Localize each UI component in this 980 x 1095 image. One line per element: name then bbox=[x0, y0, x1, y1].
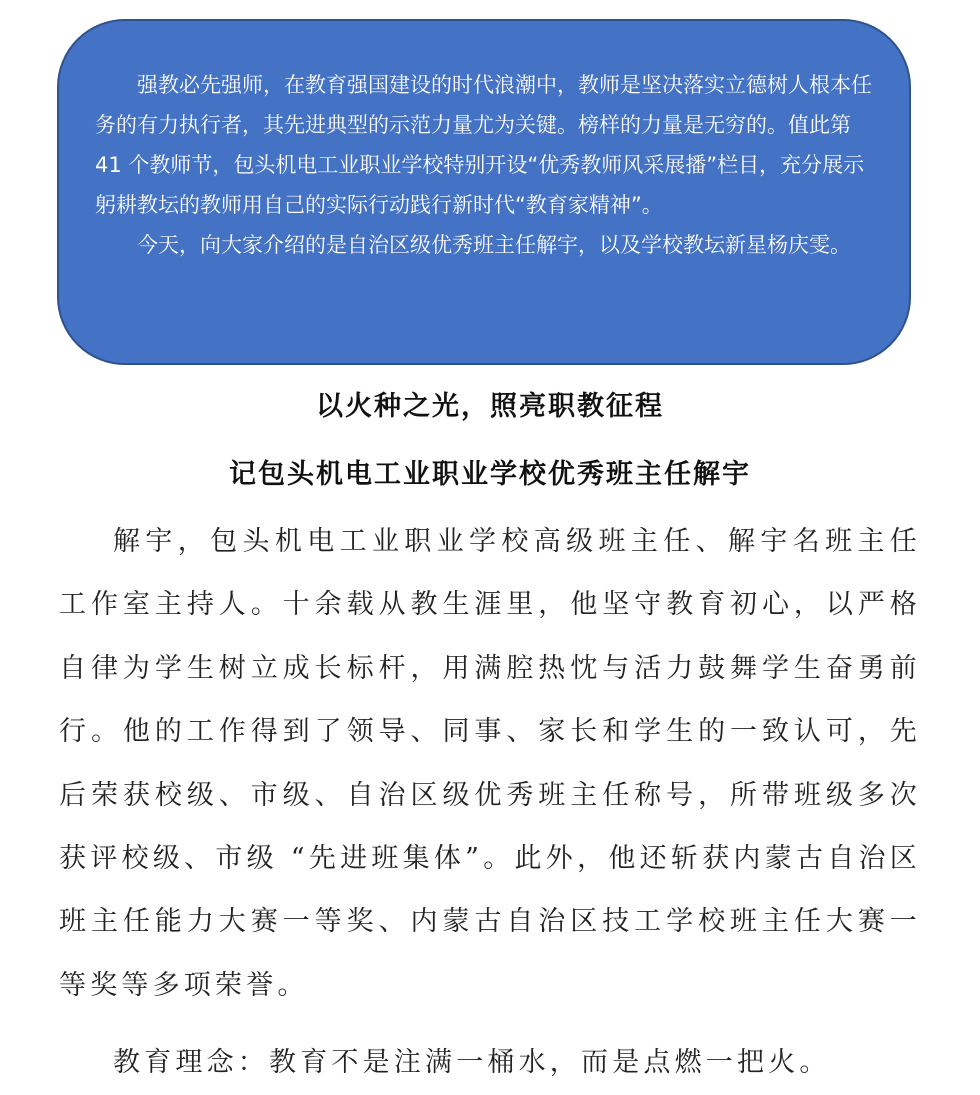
article-body bbox=[59, 510, 921, 1095]
intro-paragraph: 今天，向大家介绍的是自治区级优秀班主任解宇，以及学校教坛新星杨庆雯。 bbox=[137, 233, 851, 257]
education-philosophy: 教育理念：教育不是注满一桶水，而是点燃一把火。 bbox=[113, 1047, 831, 1079]
article-title: 以火种之光，照亮职教征程 bbox=[316, 391, 664, 422]
intro-callout-box bbox=[57, 19, 911, 365]
intro-paragraph: 强教必先强师，在教育强国建设的时代浪潮中，教师是坚决落实立德树人根本任务的有力执行者，其先进典型的示范力量尤为关键。榜样的力量是无穷的。值此第 41 个教师节，包头机电工业职业学校特别开设“优秀教师风采展播”栏目，充分展示躬耕教坛的教师用自己的实际行动践行新时代“教育家精神”。 bbox=[95, 73, 872, 217]
article-subtitle: 记包头机电工业职业学校优秀班主任解宇 bbox=[229, 459, 751, 490]
article-paragraph: 解宇，包头机电工业职业学校高级班主任、解宇名班主任工作室主持人。十余载从教生涯里，他坚守教育初心，以严格自律为学生树立成长标杆，用满腔热忱与活力鼓舞学生奋勇前行。他的工作得到了领导、同事、家长和学生的一致认可，先后荣获校级、市级、自治区级优秀班主任称号，所带班级多次获评校级、市级 “先进班集体”。此外，他还斩获内蒙古自治区班主任能力大赛一等奖、内蒙古自治区技工学校班主任大赛一等奖等多项荣誉。 bbox=[59, 526, 921, 1001]
